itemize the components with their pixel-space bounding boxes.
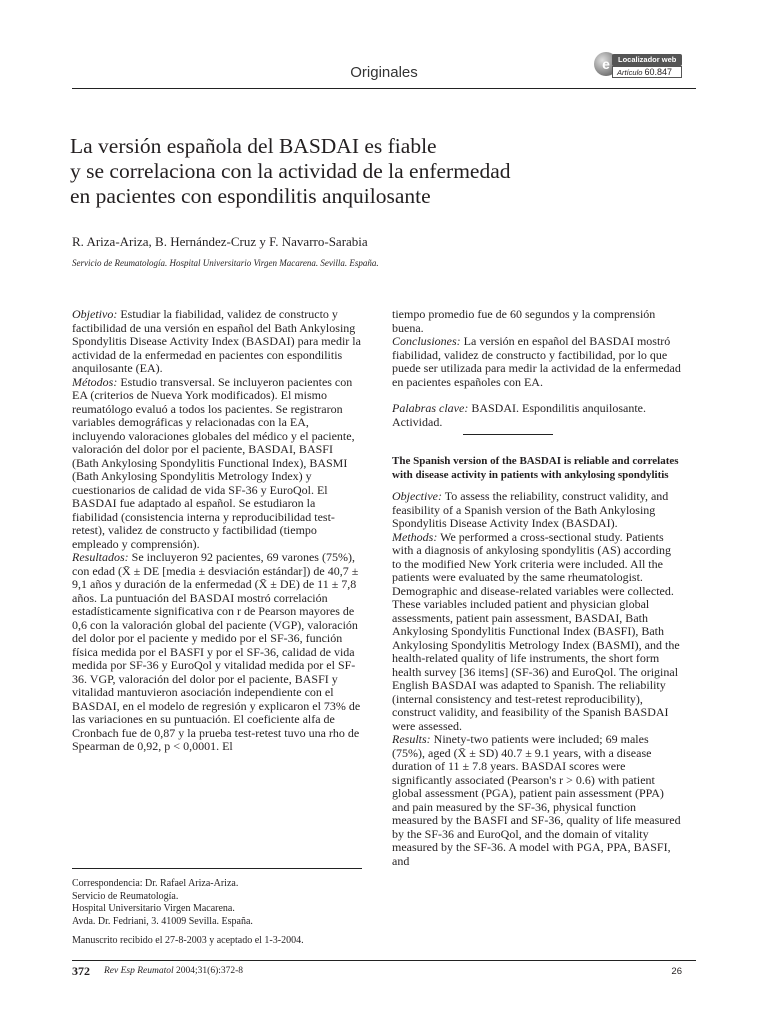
footer-right-number: 26	[671, 966, 682, 977]
correspondence-line: Hospital Universitario Virgen Macarena.	[72, 903, 235, 914]
article-title	[70, 134, 690, 209]
objective-label: Objective:	[392, 489, 442, 503]
section-label: Originales	[350, 64, 418, 81]
metodos-text: Estudio transversal. Se incluyeron pacientes con EA (criterios de Nueva York modificados). El mismo reumatólogo evaluó a todos los pacientes. Se registraron variables demográficas y relacionadas con la EA, incluyendo valoraciones globales del médico y el paciente, valoración del dolor por el paciente, BASDAI, BASFI (Bath Ankylosing Spondylitis Functional Index), BASMI (Bath Ankylosing Spondylitis Metrology Index) y cuestionarios de calidad de vida SF-36 y EuroQol. El BASDAI fue adaptado al español. Se estudiaron la fiabilidad (consistencia interna y reproducibilidad test-retest), validez de constructo y factibilidad (tiempo empleado y comprensión).	[72, 374, 355, 551]
keywords-paragraph	[392, 402, 682, 429]
citation-text: 2004;31(6):372-8	[173, 966, 244, 976]
section-divider	[463, 434, 553, 435]
methods-label: Methods:	[392, 529, 438, 544]
locator-label: Artículo	[617, 68, 643, 77]
header-rule	[72, 88, 696, 89]
title-line: en pacientes con espondilitis anquilosante	[70, 184, 431, 208]
correspondence-line: Avda. Dr. Fedriani, 3. 41009 Sevilla. España.	[72, 915, 253, 927]
locator-article	[612, 66, 682, 78]
objetivo-label: Objetivo:	[72, 307, 118, 321]
journal-citation	[104, 966, 243, 976]
correspondence	[72, 878, 253, 928]
resultados-paragraph	[72, 551, 362, 754]
conclusiones-text: La versión en español del BASDAI mostró fiabilidad, validez de constructo y factibilidad, por lo que puede ser utilizada para medir la actividad de la enfermedad en pacientes españoles con EA.	[392, 334, 681, 389]
conclusiones-label: Conclusiones:	[392, 334, 461, 348]
objetivo-text: Estudiar la fiabilidad, validez de constructo y factibilidad de una versión en español del Bath Ankylosing Spondylitis Disease Activity Index (BASDAI) para medir la actividad de la enfermedad en pacientes con espondilitis anquilosante (EA).	[72, 307, 361, 375]
correspondence-line: Servicio de Reumatología.	[72, 890, 179, 902]
locator-badge	[592, 52, 688, 81]
received-date: Manuscrito recibido el 27-8-2003 y aceptado el 1-3-2004.	[72, 935, 304, 946]
keywords-label: Palabras clave:	[392, 401, 469, 415]
resultados-label: Resultados:	[72, 550, 129, 564]
results-label: Results:	[392, 732, 431, 746]
objective-paragraph	[392, 490, 682, 531]
journal-name: Rev Esp Reumatol	[104, 966, 174, 976]
english-title: The Spanish version of the BASDAI is reliable and correlates with disease activity in patients with ankylosing spondylitis	[392, 455, 679, 481]
title-line: La versión española del BASDAI es fiable	[70, 134, 437, 158]
results-text: Ninety-two patients were included; 69 males (75%), aged (X̄ ± SD) 40.7 ± 9.1 years, with a disease duration of 11 ± 7.8 years. BASDAI scores were significantly associated (Pearson's r > 0.6) with patient global assessment (PGA), patient pain assessment (PPA) and pain measured by the SF-36, physical function measured by the BASFI and SF-36, quality of life measured by the SF-36 and EuroQol, and the domain of vitality measured by the SF-36. A model with PGA, PPA, BASFI, and	[392, 732, 681, 868]
locator-number: 60.847	[644, 67, 673, 77]
abstract-spanish	[72, 308, 362, 754]
page-number: 372	[72, 964, 90, 978]
globe-icon: e	[594, 52, 618, 76]
metodos-paragraph	[72, 376, 362, 552]
methods-text: We performed a cross-sectional study. Patients with a diagnosis of ankylosing spondylitis (AS) according to the modified New York criteria were included. All the patients were evaluated by the same rheumatologist. Demographic and disease-related variables were collected. These variables included patient and physician global assessments, patient pain assessment, BASDAI, Bath Ankylosing Spondylitis Functional Index (BASFI), Bath Ankylosing Spondylitis Metrology Index (BASMI), and the health-related quality of life instruments, the short form health survey [36 items] (SF-36) and EuroQol. The original English BASDAI was adapted to Spanish. The reliability (internal consistency and test-retest reproducibility), construct validity, and feasibility of the Spanish BASDAI were assessed.	[392, 529, 680, 733]
metodos-label: Métodos:	[72, 374, 118, 389]
objective-text: To assess the reliability, construct validity, and feasibility of a Spanish version of the Bath Ankylosing Spondylitis Disease Activity Index (BASDAI).	[392, 489, 669, 530]
abstract-continued	[392, 308, 682, 868]
resultados-continued: tiempo promedio fue de 60 segundos y la comprensión buena.	[392, 307, 656, 335]
correspondence-line: Correspondencia: Dr. Rafael Ariza-Ariza.	[72, 878, 239, 889]
authors: R. Ariza-Ariza, B. Hernández-Cruz y F. Navarro-Sarabia	[72, 234, 368, 249]
objetivo-paragraph	[72, 308, 362, 376]
correspondence-rule	[72, 868, 362, 869]
results-paragraph	[392, 733, 682, 868]
methods-paragraph	[392, 531, 682, 734]
locator-title: Localizador web	[612, 54, 682, 66]
title-line: y se correlaciona con la actividad de la enfermedad	[70, 159, 511, 183]
affiliation: Servicio de Reumatología. Hospital Universitario Virgen Macarena. Sevilla. España.	[72, 258, 379, 268]
resultados-text: Se incluyeron 92 pacientes, 69 varones (75%), con edad (X̄ ± DE [media ± desviación estándar]) de 40,7 ± 9,1 años y duración de la enfermedad (X̄ ± DE) de 11 ± 7,8 años. La puntuación del BASDAI mostró correlación estadísticamente significativa con r de Pearson mayores de 0,6 con la valoración global del paciente (VGP), valoración del dolor por el paciente y medido por el SF-36, función física medida por el BASFI y por el SF-36, calidad de vida medida por SF-36 y EuroQol y vitalidad medida por el SF-36. VGP, valoración del dolor por el paciente, BASFI y vitalidad mantuvieron asociación independiente con el BASDAI, en el modelo de regresión y explicaron el 73% de las variaciones en su puntuación. El coeficiente alfa de Cronbach fue de 0,87 y la prueba test-retest tuvo una rho de Spearman de 0,92, p < 0,0001. El	[72, 550, 361, 753]
conclusiones-paragraph	[392, 335, 682, 389]
keywords-text: BASDAI. Espondilitis anquilosante. Actividad.	[392, 401, 646, 429]
footer-rule	[72, 960, 696, 961]
